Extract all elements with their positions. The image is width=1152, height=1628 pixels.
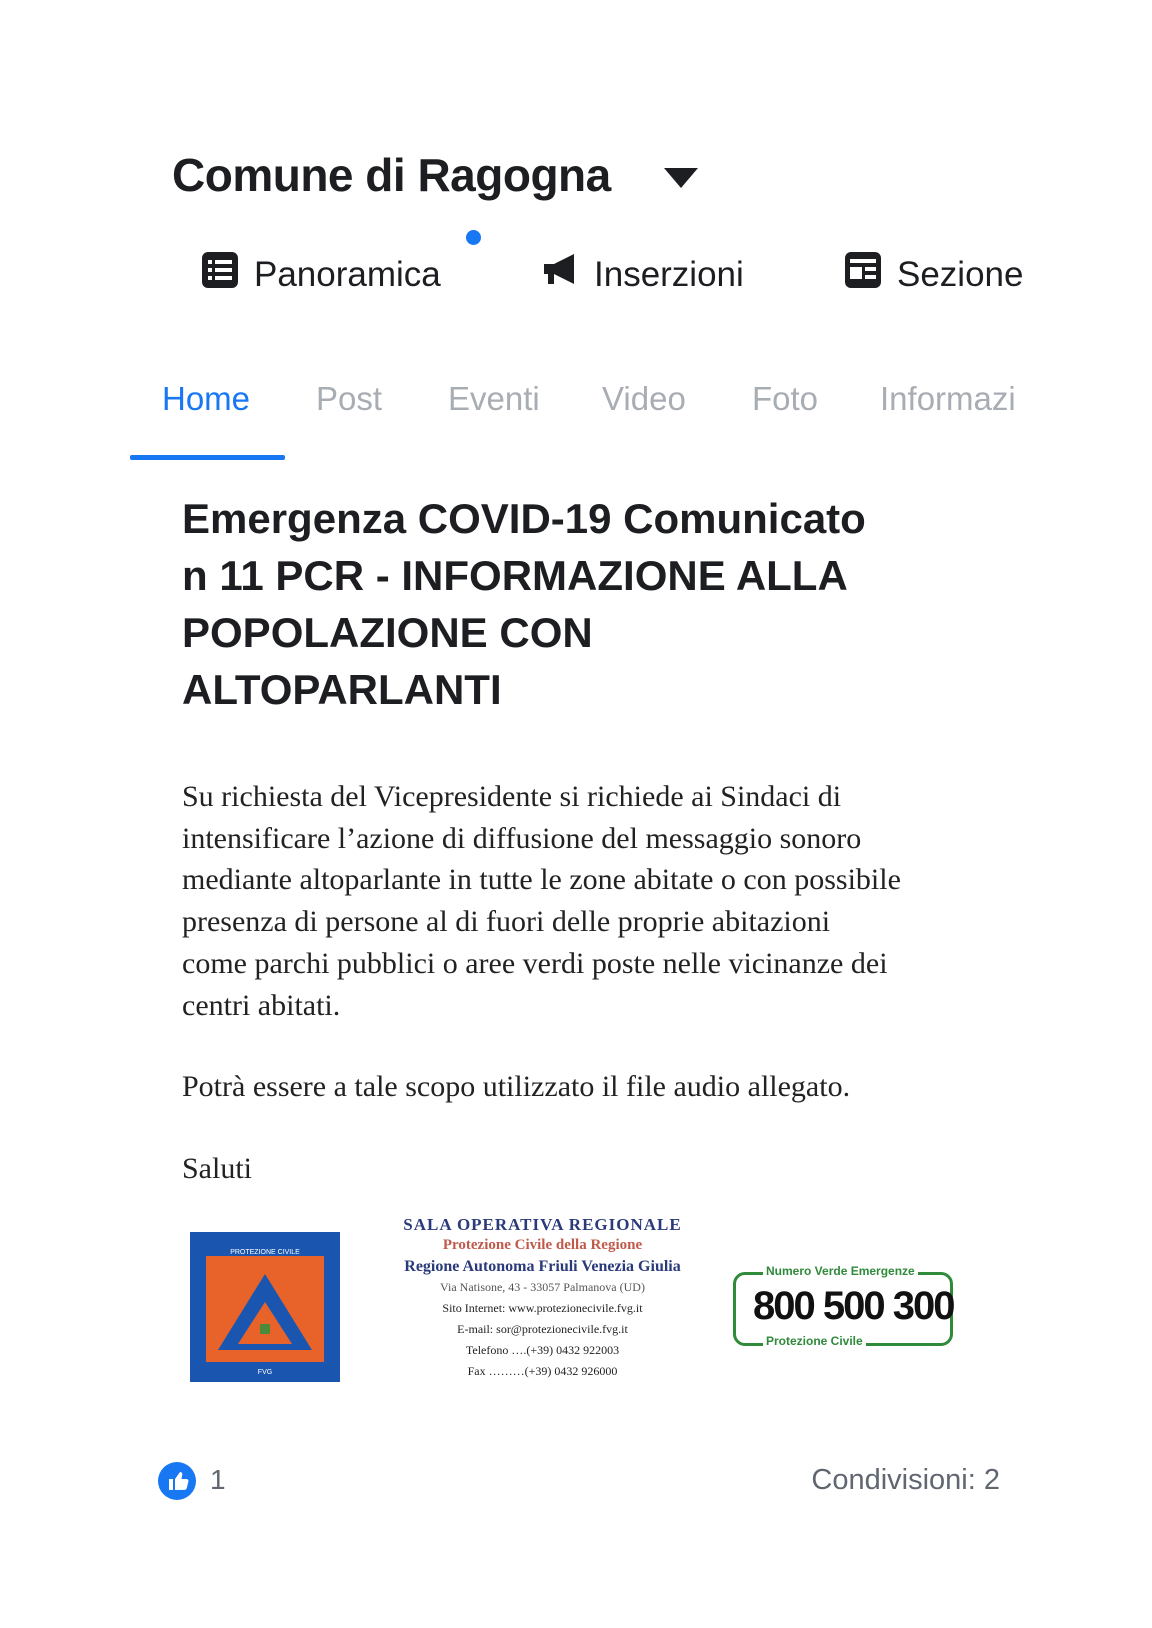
signature-phone: Telefono ….(+39) 0432 922003 bbox=[465, 1343, 620, 1357]
admin-tab-sezione[interactable] bbox=[843, 250, 1023, 299]
logo-text: PROTEZIONE CIVILE bbox=[230, 1249, 300, 1256]
signature-website[interactable]: Sito Internet: www.protezionecivile.fvg.it bbox=[442, 1301, 643, 1315]
tab-post[interactable]: Post bbox=[316, 380, 383, 417]
post-body bbox=[182, 776, 1002, 1026]
emergency-number-badge bbox=[733, 1262, 958, 1352]
tab-foto[interactable]: Foto bbox=[752, 380, 819, 417]
post-paragraph: Potrà essere a tale scopo utilizzato il file audio allegato. bbox=[182, 1070, 851, 1103]
notification-dot bbox=[466, 230, 481, 245]
shares-count[interactable]: Condivisioni: 2 bbox=[811, 1464, 1000, 1496]
signature-email[interactable]: E-mail: sor@protezionecivile.fvg.it bbox=[457, 1322, 628, 1336]
signature-region: Regione Autonoma Friuli Venezia Giulia bbox=[404, 1258, 681, 1275]
tab-eventi[interactable]: Eventi bbox=[448, 380, 540, 417]
post-body-line: intensificare l’azione di diffusione del messaggio sonoro bbox=[182, 821, 862, 855]
post-body-line: presenza di persone al di fuori delle proprie abitazioni bbox=[182, 905, 831, 939]
post-body-line: come parchi pubblici o aree verdi poste nelle vicinanze dei bbox=[182, 946, 888, 980]
page-title: Comune di Ragogna bbox=[172, 149, 611, 201]
page-icon bbox=[843, 250, 883, 299]
admin-tab-label: Sezione bbox=[897, 254, 1024, 294]
chevron-down-icon[interactable] bbox=[664, 168, 698, 188]
signature-block bbox=[370, 1214, 715, 1382]
post-body-line: Su richiesta del Vicepresidente si richiede ai Sindaci di bbox=[182, 780, 842, 813]
signature-department: Protezione Civile della Regione bbox=[442, 1237, 643, 1253]
logo-subtext: FVG bbox=[257, 1369, 273, 1376]
signature-address: Via Natisone, 43 - 33057 Palmanova (UD) bbox=[440, 1280, 645, 1294]
post-closing: Saluti bbox=[182, 1152, 253, 1185]
admin-tab-label: Inserzioni bbox=[594, 254, 744, 294]
post-body-line: mediante altoparlante in tutte le zone abitate o con possibile bbox=[182, 863, 901, 897]
tab-home[interactable]: Home bbox=[162, 380, 251, 417]
post-title-line: ALTOPARLANTI bbox=[182, 666, 502, 713]
emergency-number-top-label: Numero Verde Emergenze bbox=[763, 1264, 918, 1278]
tab-informazioni-clip bbox=[880, 380, 1040, 430]
tab-video[interactable]: Video bbox=[602, 380, 686, 417]
protezione-civile-logo bbox=[190, 1232, 340, 1382]
post-title-line: POPOLAZIONE CON bbox=[182, 609, 593, 656]
emergency-number: 800 500 300 bbox=[753, 1284, 954, 1328]
list-icon bbox=[200, 250, 240, 299]
post-title-line: Emergenza COVID-19 Comunicato bbox=[182, 495, 866, 542]
admin-tab-panoramica[interactable] bbox=[200, 250, 441, 299]
post-body-line: centri abitati. bbox=[182, 988, 341, 1022]
tab-informazioni[interactable]: Informazi bbox=[880, 380, 1016, 417]
signature-fax: Fax ………(+39) 0432 926000 bbox=[467, 1364, 618, 1378]
signature-office: SALA OPERATIVA REGIONALE bbox=[403, 1215, 682, 1234]
megaphone-icon bbox=[540, 250, 580, 299]
post-title-line: n 11 PCR - INFORMAZIONE ALLA bbox=[182, 552, 848, 599]
post-title bbox=[182, 490, 1002, 718]
admin-tab-inserzioni[interactable] bbox=[540, 250, 744, 299]
admin-tab-label: Panoramica bbox=[254, 254, 441, 294]
active-tab-indicator bbox=[130, 455, 285, 460]
like-icon[interactable] bbox=[158, 1462, 196, 1500]
like-count[interactable]: 1 bbox=[210, 1464, 226, 1495]
emergency-number-bottom-label: Protezione Civile bbox=[763, 1334, 866, 1348]
